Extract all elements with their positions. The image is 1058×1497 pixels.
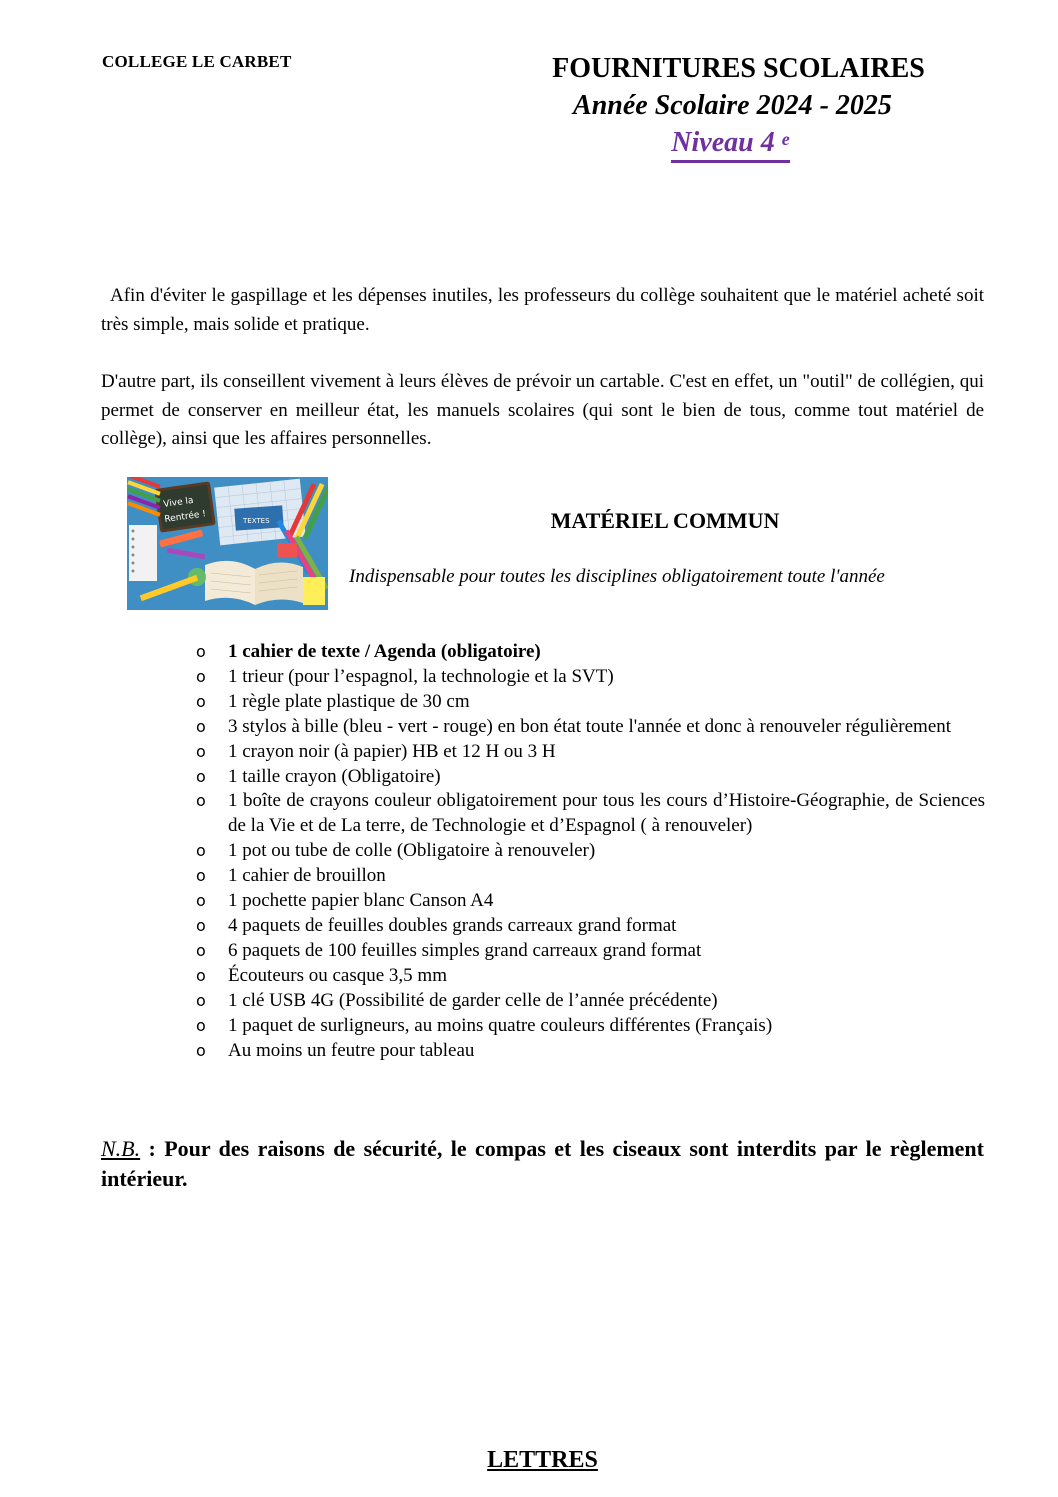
list-item-text: 1 règle plate plastique de 30 cm bbox=[228, 690, 470, 712]
sign-line-2: Rentrée ! bbox=[163, 509, 207, 525]
list-item-text: 4 paquets de feuilles doubles grands carreaux grand format bbox=[228, 914, 677, 936]
bullet-icon: o bbox=[196, 891, 206, 911]
list-item-text: 1 cahier de brouillon bbox=[228, 865, 386, 887]
bullet-icon: o bbox=[196, 1040, 206, 1060]
bullet-icon: o bbox=[196, 691, 206, 711]
intro-paragraph-1: Afin d'éviter le gaspillage et les dépenses inutiles, les professeurs du collège souhaitent que le matériel acheté soit très simple, mais solide et pratique. bbox=[101, 285, 984, 335]
bullet-icon: o bbox=[196, 1015, 206, 1035]
grade-level-suffix: e bbox=[781, 129, 790, 149]
note-text: : Pour des raisons de sécurité, le compas et les ciseaux sont interdits par le règlement intérieur. bbox=[101, 1136, 984, 1191]
grade-level-text: Niveau 4 bbox=[671, 127, 775, 158]
list-item bbox=[196, 839, 985, 864]
common-material-heading: MATÉRIEL COMMUN bbox=[550, 508, 780, 533]
school-name: COLLEGE LE CARBET bbox=[102, 52, 292, 71]
document-header bbox=[470, 52, 995, 163]
list-item bbox=[196, 640, 985, 665]
school-year: Année Scolaire 2024 - 2025 bbox=[573, 90, 892, 121]
section-title-lettres: LETTRES bbox=[487, 1447, 598, 1473]
bullet-icon: o bbox=[196, 965, 206, 985]
list-item bbox=[196, 989, 985, 1014]
list-item bbox=[196, 864, 985, 889]
list-item-text: Écouteurs ou casque 3,5 mm bbox=[228, 964, 447, 986]
list-item-text: 1 trieur (pour l’espagnol, la technologie et la SVT) bbox=[228, 665, 614, 687]
list-item-text: Au moins un feutre pour tableau bbox=[228, 1039, 475, 1061]
list-item bbox=[196, 939, 985, 964]
notebook bbox=[129, 525, 157, 581]
list-item-text: 6 paquets de 100 feuilles simples grand carreaux grand format bbox=[228, 939, 702, 961]
sticky-notes bbox=[303, 577, 325, 605]
list-item bbox=[196, 964, 985, 989]
bullet-icon: o bbox=[196, 666, 206, 686]
common-supply-list bbox=[196, 640, 985, 1063]
bullet-icon: o bbox=[196, 716, 206, 736]
list-item-text: 1 cahier de texte / Agenda (obligatoire) bbox=[228, 641, 541, 662]
bullet-icon: o bbox=[196, 866, 206, 886]
list-item bbox=[196, 740, 985, 765]
list-item-text: 1 taille crayon (Obligatoire) bbox=[228, 765, 441, 787]
document-title: FOURNITURES SCOLAIRES bbox=[552, 53, 925, 84]
list-item bbox=[196, 789, 985, 839]
back-to-school-image bbox=[127, 477, 328, 610]
grade-level bbox=[671, 126, 789, 163]
bullet-icon: o bbox=[196, 915, 206, 935]
list-item bbox=[196, 715, 985, 740]
list-item bbox=[196, 1014, 985, 1039]
back-to-school-illustration bbox=[127, 477, 328, 610]
list-item-text: 1 pot ou tube de colle (Obligatoire à renouveler) bbox=[228, 840, 596, 862]
bullet-icon: o bbox=[196, 642, 206, 661]
bullet-icon: o bbox=[196, 841, 206, 861]
common-material-subheading: Indispensable pour toutes les disciplines obligatoirement toute l'année bbox=[349, 566, 885, 587]
bullet-icon: o bbox=[196, 990, 206, 1010]
list-item-text: 1 paquet de surligneurs, au moins quatre couleurs différentes (Français) bbox=[228, 1014, 773, 1036]
list-item bbox=[196, 665, 985, 690]
level-line bbox=[470, 126, 995, 163]
list-item bbox=[196, 1039, 985, 1064]
bullet-icon: o bbox=[196, 741, 206, 761]
list-item bbox=[196, 765, 985, 790]
intro-paragraph-2: D'autre part, ils conseillent vivement à leurs élèves de prévoir un cartable. C'est en effet, un "outil" de collégien, qui permet de conserver en meilleur état, les manuels scolaires (qui sont le bien de tous, comme tout matériel de collège), ainsi que les affaires personnelles. bbox=[101, 371, 984, 449]
list-item bbox=[196, 889, 985, 914]
safety-note bbox=[101, 1134, 984, 1194]
list-item-text: 1 crayon noir (à papier) HB et 12 H ou 3 H bbox=[228, 740, 556, 762]
open-book-right bbox=[255, 562, 303, 605]
list-item-text: 1 clé USB 4G (Possibilité de garder celle de l’année précédente) bbox=[228, 989, 718, 1011]
bullet-icon: o bbox=[196, 791, 206, 811]
bullet-icon: o bbox=[196, 766, 206, 786]
book-label: TEXTES bbox=[243, 517, 270, 525]
paint-box bbox=[277, 543, 297, 557]
note-label: N.B. bbox=[101, 1136, 141, 1161]
list-item-text: 1 boîte de crayons couleur obligatoirement pour tous les cours d’Histoire-Géographie, de Sciences de la Vie et de La terre, de Technologie et d’Espagnol ( à renouveler) bbox=[228, 790, 985, 837]
list-item bbox=[196, 690, 985, 715]
list-item bbox=[196, 914, 985, 939]
sign-line-1: Vive la bbox=[162, 495, 195, 510]
bullet-icon: o bbox=[196, 940, 206, 960]
list-item-text: 1 pochette papier blanc Canson A4 bbox=[228, 890, 494, 912]
list-item-text: 3 stylos à bille (bleu - vert - rouge) en bon état toute l'année et donc à renouveler régulièrement bbox=[228, 715, 952, 737]
